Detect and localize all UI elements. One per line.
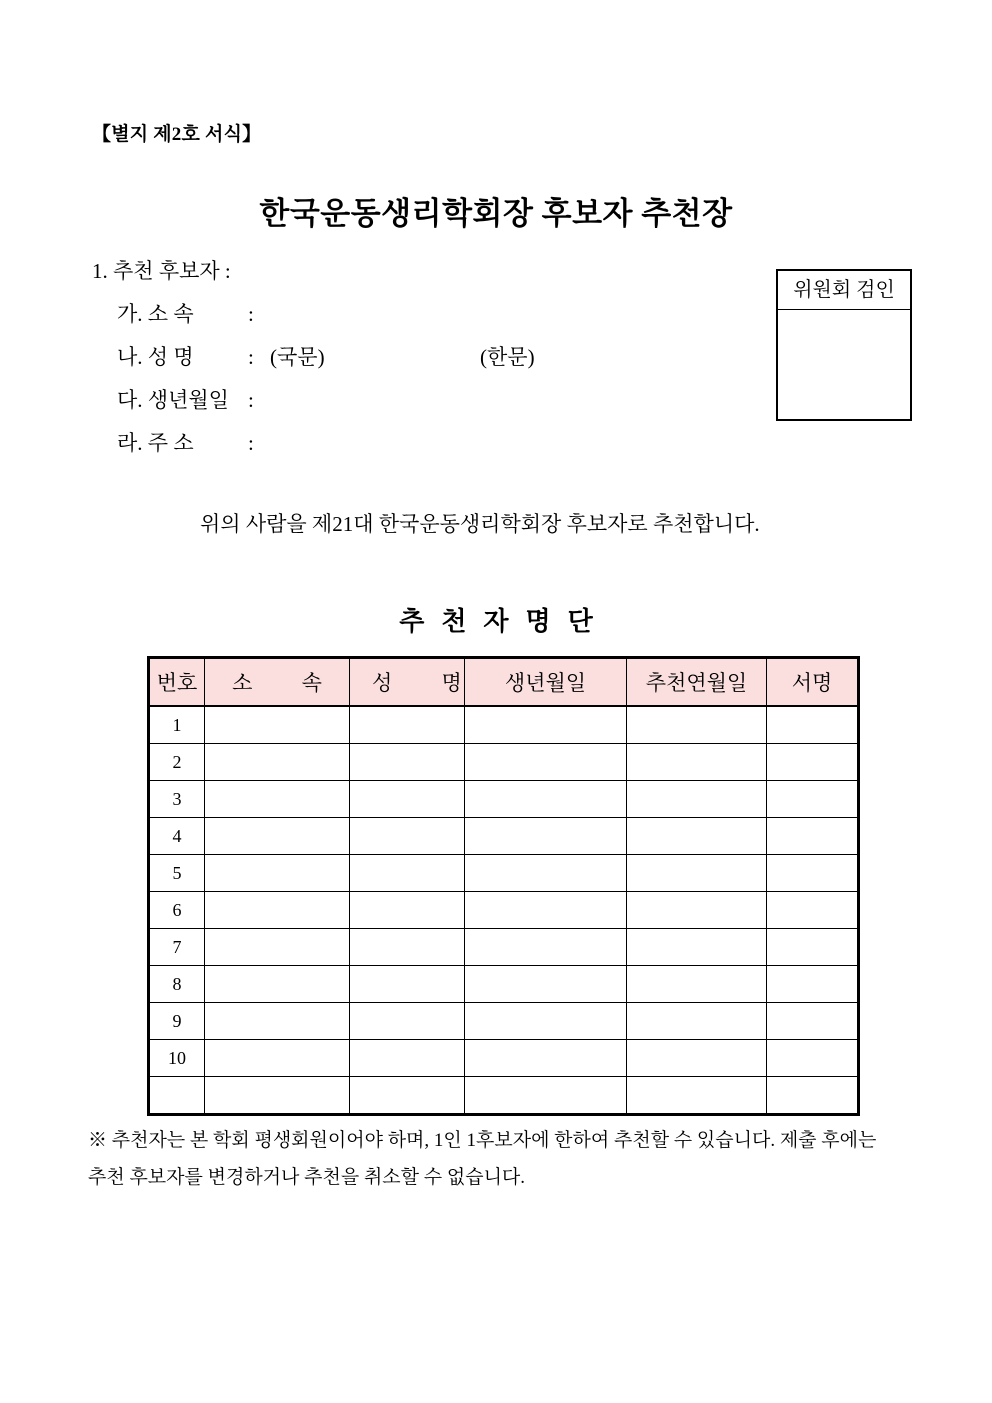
cell-name[interactable] bbox=[350, 1077, 465, 1115]
field-label: 소 속 bbox=[147, 302, 194, 326]
cell-rec-date[interactable] bbox=[627, 1003, 767, 1040]
table-row bbox=[149, 855, 859, 892]
cell-rec-date[interactable] bbox=[627, 1077, 767, 1115]
cell-birth[interactable] bbox=[465, 966, 627, 1003]
field-value-hanja[interactable]: (한문) bbox=[480, 345, 535, 369]
candidate-info-block bbox=[92, 250, 732, 465]
recommender-table-body bbox=[149, 706, 859, 1115]
cell-name[interactable] bbox=[350, 1040, 465, 1077]
field-marker: 라. bbox=[117, 431, 143, 455]
cell-signature[interactable] bbox=[767, 706, 859, 744]
column-header-rec-date: 추천연월일 bbox=[627, 658, 767, 707]
recommender-table bbox=[147, 656, 860, 1116]
cell-rec-date[interactable] bbox=[627, 781, 767, 818]
field-marker: 가. bbox=[117, 302, 143, 326]
cell-signature[interactable] bbox=[767, 1040, 859, 1077]
cell-name[interactable] bbox=[350, 818, 465, 855]
cell-rec-date[interactable] bbox=[627, 1040, 767, 1077]
cell-rec-date[interactable] bbox=[627, 744, 767, 781]
table-header-row bbox=[149, 658, 859, 707]
field-value-korean[interactable]: (국문) bbox=[270, 345, 325, 369]
field-colon: : bbox=[248, 302, 254, 326]
table-row bbox=[149, 706, 859, 744]
cell-org[interactable] bbox=[205, 818, 350, 855]
recommender-list-title: 추천자명단 bbox=[399, 607, 610, 636]
field-label: 생년월일 bbox=[147, 388, 229, 412]
cell-no: 9 bbox=[149, 1003, 205, 1040]
cell-rec-date[interactable] bbox=[627, 966, 767, 1003]
table-row bbox=[149, 1003, 859, 1040]
cell-signature[interactable] bbox=[767, 818, 859, 855]
column-header-org: 소 속 bbox=[205, 658, 350, 707]
cell-no: 8 bbox=[149, 966, 205, 1003]
cell-signature[interactable] bbox=[767, 744, 859, 781]
cell-birth[interactable] bbox=[465, 1040, 627, 1077]
cell-no: 2 bbox=[149, 744, 205, 781]
cell-name[interactable] bbox=[350, 781, 465, 818]
table-row bbox=[149, 929, 859, 966]
field-colon: : bbox=[248, 431, 254, 455]
cell-org[interactable] bbox=[205, 929, 350, 966]
cell-birth[interactable] bbox=[465, 1077, 627, 1115]
page-title: 한국운동생리학회장 후보자 추천장 bbox=[259, 196, 733, 231]
footnote-line-2: 추천 후보자를 변경하거나 추천을 취소할 수 없습니다. bbox=[88, 1167, 526, 1188]
column-header-name: 성 명 bbox=[350, 658, 465, 707]
cell-name[interactable] bbox=[350, 744, 465, 781]
recommendation-statement: 위의 사람을 제21대 한국운동생리학회장 후보자로 추천합니다. bbox=[200, 512, 760, 536]
table-row bbox=[149, 892, 859, 929]
cell-signature[interactable] bbox=[767, 855, 859, 892]
cell-org[interactable] bbox=[205, 1040, 350, 1077]
cell-signature[interactable] bbox=[767, 929, 859, 966]
column-header-no: 번호 bbox=[149, 658, 205, 707]
footnote-line-1: ※ 추천자는 본 학회 평생회원이어야 하며, 1인 1후보자에 한하여 추천할 수 있습니다. 제출 후에는 bbox=[88, 1130, 877, 1151]
cell-birth[interactable] bbox=[465, 781, 627, 818]
cell-org[interactable] bbox=[205, 1003, 350, 1040]
cell-rec-date[interactable] bbox=[627, 929, 767, 966]
cell-name[interactable] bbox=[350, 892, 465, 929]
table-row bbox=[149, 966, 859, 1003]
field-marker: 나. bbox=[117, 345, 143, 369]
cell-birth[interactable] bbox=[465, 1003, 627, 1040]
cell-no: 6 bbox=[149, 892, 205, 929]
cell-name[interactable] bbox=[350, 855, 465, 892]
cell-signature[interactable] bbox=[767, 781, 859, 818]
candidate-field-name bbox=[92, 336, 732, 379]
field-marker: 다. bbox=[117, 388, 143, 412]
cell-no: 10 bbox=[149, 1040, 205, 1077]
candidate-field-organization bbox=[92, 293, 732, 336]
cell-signature[interactable] bbox=[767, 966, 859, 1003]
cell-org[interactable] bbox=[205, 781, 350, 818]
cell-name[interactable] bbox=[350, 929, 465, 966]
cell-org[interactable] bbox=[205, 892, 350, 929]
cell-birth[interactable] bbox=[465, 818, 627, 855]
cell-org[interactable] bbox=[205, 966, 350, 1003]
cell-no: 1 bbox=[149, 706, 205, 744]
cell-birth[interactable] bbox=[465, 855, 627, 892]
table-row bbox=[149, 818, 859, 855]
cell-rec-date[interactable] bbox=[627, 892, 767, 929]
cell-name[interactable] bbox=[350, 966, 465, 1003]
cell-name[interactable] bbox=[350, 1003, 465, 1040]
cell-no: 5 bbox=[149, 855, 205, 892]
field-label: 주 소 bbox=[147, 431, 194, 455]
cell-birth[interactable] bbox=[465, 892, 627, 929]
cell-org[interactable] bbox=[205, 1077, 350, 1115]
table-row bbox=[149, 1040, 859, 1077]
cell-no bbox=[149, 1077, 205, 1115]
field-colon: : bbox=[248, 388, 254, 412]
column-header-signature: 서명 bbox=[767, 658, 859, 707]
cell-birth[interactable] bbox=[465, 929, 627, 966]
cell-org[interactable] bbox=[205, 744, 350, 781]
cell-no: 3 bbox=[149, 781, 205, 818]
cell-org[interactable] bbox=[205, 706, 350, 744]
committee-seal-label: 위원회 검인 bbox=[778, 271, 910, 310]
cell-no: 7 bbox=[149, 929, 205, 966]
cell-signature[interactable] bbox=[767, 892, 859, 929]
cell-birth[interactable] bbox=[465, 706, 627, 744]
candidate-field-birthdate bbox=[92, 379, 732, 422]
cell-signature[interactable] bbox=[767, 1003, 859, 1040]
candidate-field-address bbox=[92, 422, 732, 465]
form-code-label: 【별지 제2호 서식】 bbox=[92, 124, 262, 145]
cell-org[interactable] bbox=[205, 855, 350, 892]
cell-no: 4 bbox=[149, 818, 205, 855]
column-header-birth: 생년월일 bbox=[465, 658, 627, 707]
cell-rec-date[interactable] bbox=[627, 818, 767, 855]
field-colon: : bbox=[248, 345, 254, 369]
cell-birth[interactable] bbox=[465, 744, 627, 781]
table-row bbox=[149, 1077, 859, 1115]
cell-rec-date[interactable] bbox=[627, 706, 767, 744]
field-label: 성 명 bbox=[147, 345, 194, 369]
table-row bbox=[149, 744, 859, 781]
cell-signature[interactable] bbox=[767, 1077, 859, 1115]
committee-seal-box bbox=[776, 269, 912, 421]
cell-name[interactable] bbox=[350, 706, 465, 744]
cell-rec-date[interactable] bbox=[627, 855, 767, 892]
table-row bbox=[149, 781, 859, 818]
candidate-section-heading: 1. 추천 후보자 : bbox=[92, 259, 231, 283]
committee-seal-area[interactable] bbox=[778, 310, 910, 420]
footnote-block bbox=[88, 1122, 948, 1196]
